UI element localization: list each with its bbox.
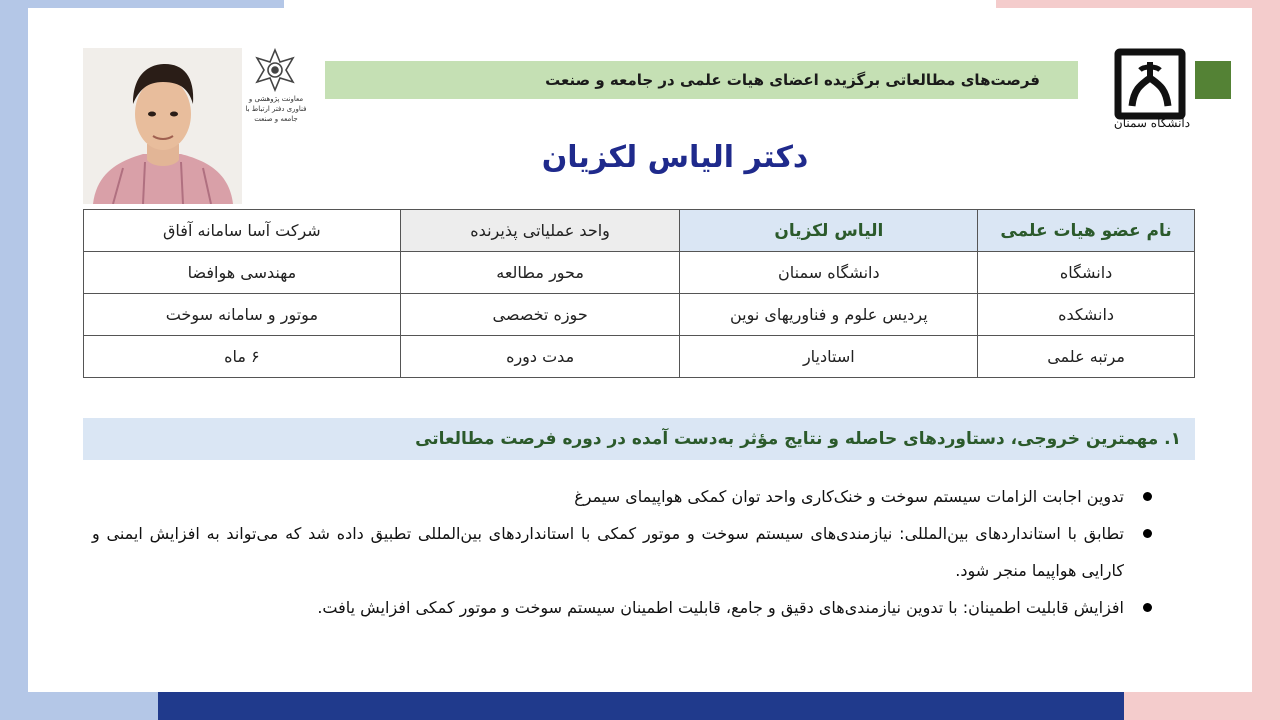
table-cell: دانشگاه — [978, 252, 1195, 294]
list-item-text: افزایش قابلیت اطمینان: با تدوین نیازمندی‌های دقیق و جامع، قابلیت اطمینان سیستم سوخت و موتور کمکی افزایش یافت. — [317, 598, 1124, 617]
table-cell: موتور و سامانه سوخت — [84, 294, 401, 336]
frame-bottom-left-stripe — [0, 692, 158, 720]
frame-top-right-stripe — [996, 0, 1280, 8]
vice-logo-text: معاونت پژوهشی و فناوری دفتر ارتباط با جامعه و صنعت — [245, 95, 307, 123]
table-cell: واحد عملیاتی پذیرنده — [400, 210, 680, 252]
table-cell: محور مطالعه — [400, 252, 680, 294]
table-cell: مدت دوره — [400, 336, 680, 378]
table-cell: دانشگاه سمنان — [680, 252, 978, 294]
table-cell: الیاس لکزیان — [680, 210, 978, 252]
bullet-icon — [1143, 603, 1152, 612]
list-item-text: تدوین اجابت الزامات سیستم سوخت و خنک‌کاری واحد توان کمکی هواپیمای سیمرغ — [574, 487, 1124, 506]
faculty-info-table — [83, 209, 1195, 378]
table-cell: مرتبه علمی — [978, 336, 1195, 378]
list-item — [92, 515, 1152, 589]
frame-left-stripe — [0, 0, 28, 720]
bullet-icon — [1143, 492, 1152, 501]
achievements-list — [92, 478, 1152, 626]
university-logo-text: دانشگاه سمنان — [1113, 116, 1191, 130]
frame-bottom-stripe — [158, 692, 1124, 720]
list-item — [92, 478, 1152, 515]
faculty-photo — [83, 48, 242, 204]
header-accent-square — [1195, 61, 1231, 99]
header-banner-text: فرصت‌های مطالعاتی برگزیده اعضای هیات علمی در جامعه و صنعت — [545, 71, 1040, 89]
frame-bottom-right-stripe — [1124, 692, 1280, 720]
table-cell: شرکت آسا سامانه آفاق — [84, 210, 401, 252]
portrait-icon — [83, 48, 242, 204]
header-banner — [325, 61, 1078, 99]
table-cell: مهندسی هوافضا — [84, 252, 401, 294]
table-cell: نام عضو هیات علمی — [978, 210, 1195, 252]
table-row — [84, 294, 1195, 336]
table-cell: استادیار — [680, 336, 978, 378]
table-cell: حوزه تخصصی — [400, 294, 680, 336]
section-heading: ۱. مهمترین خروجی، دستاوردهای حاصله و نتایج مؤثر به‌دست آمده در دوره فرصت مطالعاتی — [415, 429, 1181, 449]
list-item-text: تطابق با استانداردهای بین‌المللی: نیازمندی‌های سیستم سوخت و موتور کمکی با استانداردهای بین‌المللی تطبیق داده شد که می‌تواند به افزایش ایمنی و کارایی هواپیما منجر شود. — [92, 524, 1124, 580]
frame-right-stripe — [1252, 0, 1280, 720]
table-row — [84, 336, 1195, 378]
table-cell: پردیس علوم و فناوریهای نوین — [680, 294, 978, 336]
frame-top-left-stripe — [0, 0, 284, 8]
table-row — [84, 252, 1195, 294]
list-item — [92, 589, 1152, 626]
table-cell: ۶ ماه — [84, 336, 401, 378]
section-heading-bar — [83, 418, 1195, 460]
ornamental-star-icon — [250, 48, 300, 92]
page-title: دکتر الیاس لکزیان — [541, 140, 809, 175]
bullet-icon — [1143, 529, 1152, 538]
table-cell: دانشکده — [978, 294, 1195, 336]
table-row — [84, 210, 1195, 252]
